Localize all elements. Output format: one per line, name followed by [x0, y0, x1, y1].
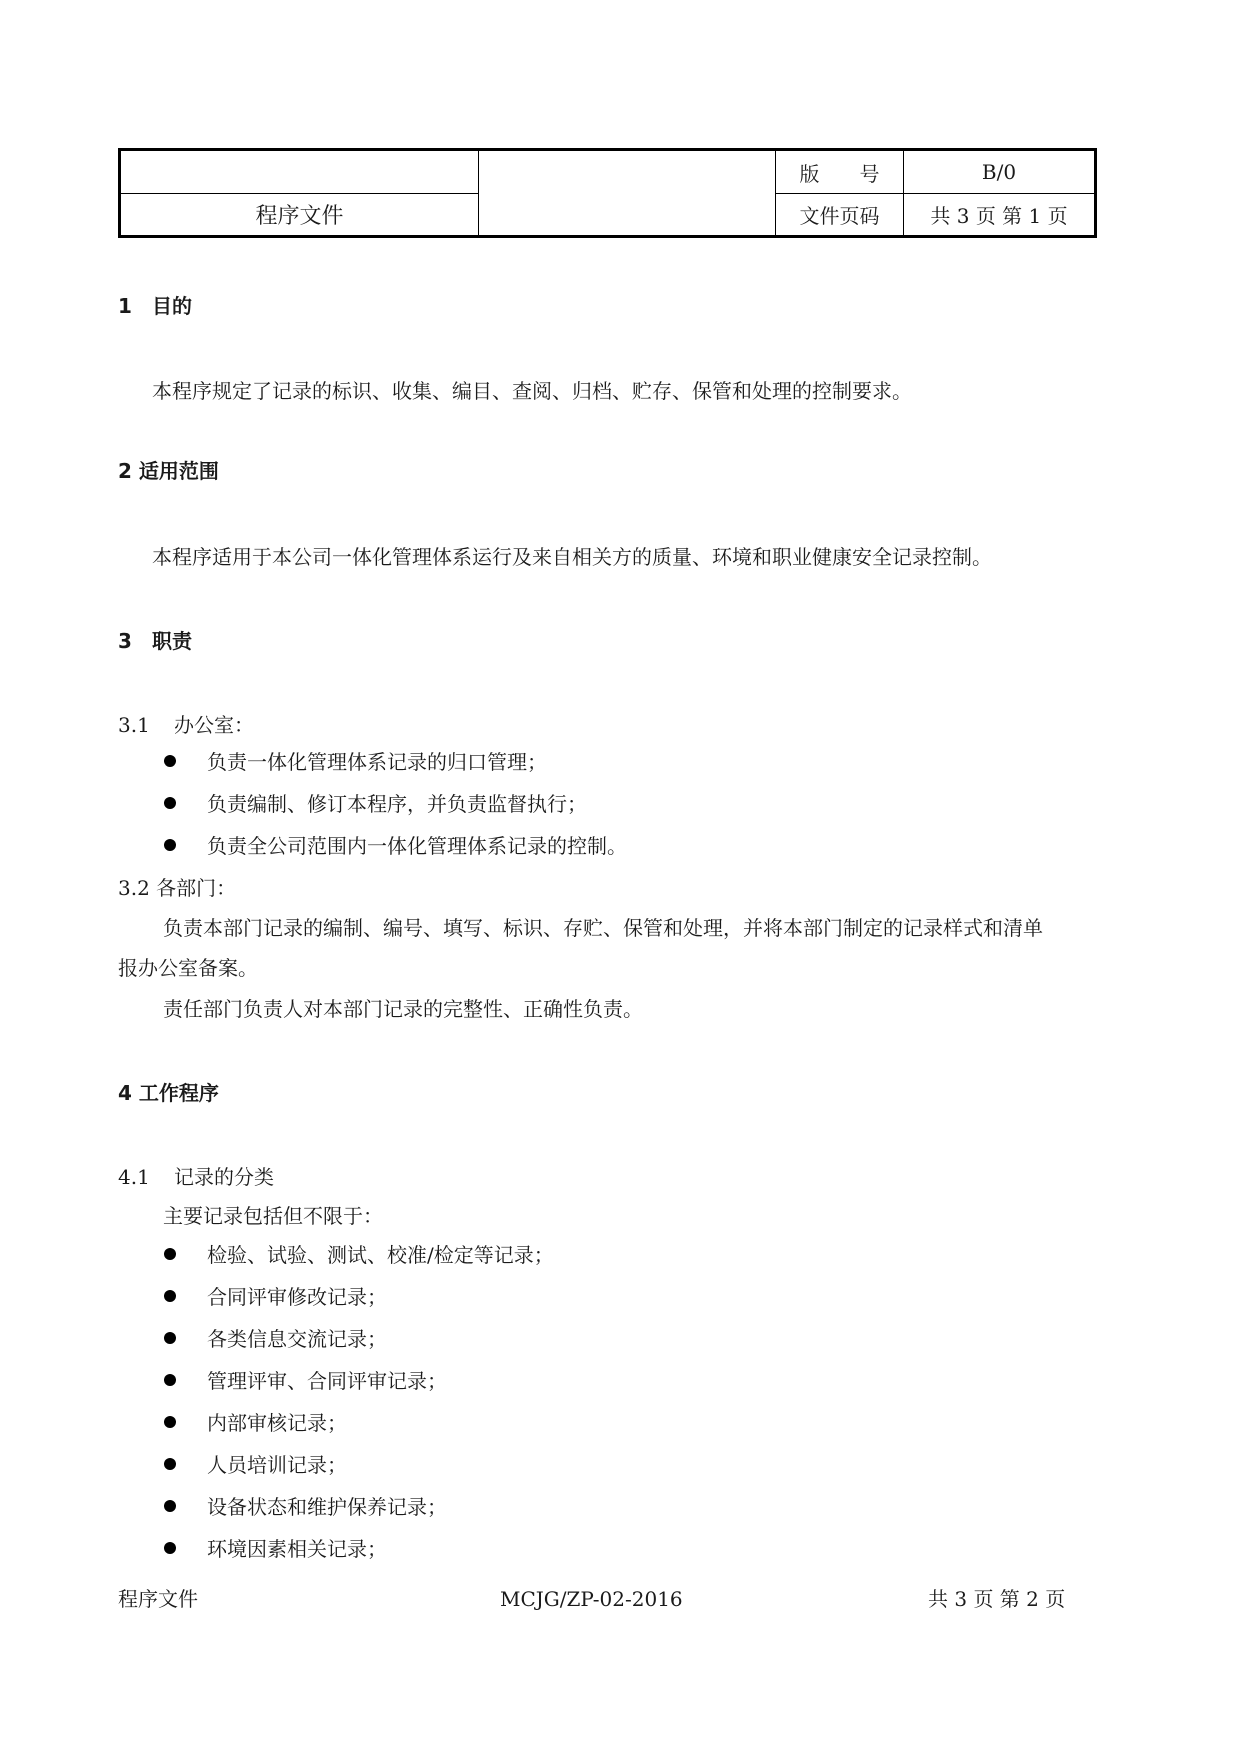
list-item: 内部审核记录；	[207, 1411, 347, 1435]
header-version-value: B/0	[981, 160, 1017, 184]
footer-page-info: 共 3 页 第 2 页	[928, 1587, 1066, 1611]
list-item: 负责全公司范围内一体化管理体系记录的控制。	[207, 834, 627, 858]
list-item: 负责编制、修订本程序，并负责监督执行；	[207, 792, 587, 816]
bullet-icon	[164, 1500, 176, 1512]
header-doc-type: 程序文件	[255, 204, 344, 229]
subsection-3-2-heading: 3.2 各部门：	[118, 876, 237, 900]
bullet-icon	[164, 1248, 176, 1260]
subsection-3-1-heading	[118, 712, 254, 738]
bullet-icon	[164, 1416, 176, 1428]
subsection-4-1-number: 4.1	[118, 1165, 150, 1189]
list-item: 合同评审修改记录；	[207, 1285, 387, 1309]
list-item: 检验、试验、测试、校准/检定等记录；	[207, 1243, 554, 1267]
subsection-3-2-para1-line2: 报办公室备案。	[118, 956, 258, 980]
subsection-4-1-intro: 主要记录包括但不限于：	[163, 1204, 383, 1228]
section-2-body: 本程序适用于本公司一体化管理体系运行及来自相关方的质量、环境和职业健康安全记录控制。	[152, 545, 992, 569]
subsection-4-1-heading	[118, 1164, 274, 1190]
section-2-heading: 2 适用范围	[118, 459, 219, 483]
subsection-3-2-para2: 责任部门负责人对本部门记录的完整性、正确性负责。	[163, 997, 643, 1021]
list-item: 环境因素相关记录；	[207, 1537, 387, 1561]
list-item: 负责一体化管理体系记录的归口管理；	[207, 750, 547, 774]
list-item: 人员培训记录；	[207, 1453, 347, 1477]
header-version-label: 版 号	[799, 161, 880, 186]
section-1-body: 本程序规定了记录的标识、收集、编目、查阅、归档、贮存、保管和处理的控制要求。	[152, 379, 912, 403]
section-3-title: 职责	[152, 629, 192, 653]
header-page-value: 共 3 页 第 1 页	[930, 204, 1068, 228]
header-divider	[478, 151, 479, 235]
bullet-icon	[164, 1458, 176, 1470]
section-1-title: 目的	[152, 294, 192, 318]
header-page-label: 文件页码	[799, 204, 880, 228]
footer-doc-code: MCJG/ZP-02-2016	[500, 1587, 683, 1611]
bullet-icon	[164, 1332, 176, 1344]
section-3-heading	[118, 628, 192, 654]
list-item: 各类信息交流记录；	[207, 1327, 387, 1351]
subsection-3-1-number: 3.1	[118, 713, 150, 737]
bullet-icon	[164, 1290, 176, 1302]
header-table	[118, 148, 1097, 238]
section-3-number: 3	[118, 629, 132, 653]
bullet-icon	[164, 755, 176, 767]
section-1-number: 1	[118, 294, 132, 318]
subsection-3-2-para1-line1: 负责本部门记录的编制、编号、填写、标识、存贮、保管和处理，并将本部门制定的记录样式和清单	[163, 916, 1043, 940]
list-item: 管理评审、合同评审记录；	[207, 1369, 447, 1393]
bullet-icon	[164, 797, 176, 809]
subsection-3-1-title: 办公室：	[174, 713, 254, 737]
section-4-heading: 4 工作程序	[118, 1081, 219, 1105]
bullet-icon	[164, 1374, 176, 1386]
bullet-icon	[164, 1542, 176, 1554]
subsection-4-1-title: 记录的分类	[174, 1165, 274, 1189]
section-1-heading	[118, 293, 192, 319]
footer-doc-type: 程序文件	[118, 1587, 198, 1611]
list-item: 设备状态和维护保养记录；	[207, 1495, 447, 1519]
bullet-icon	[164, 839, 176, 851]
